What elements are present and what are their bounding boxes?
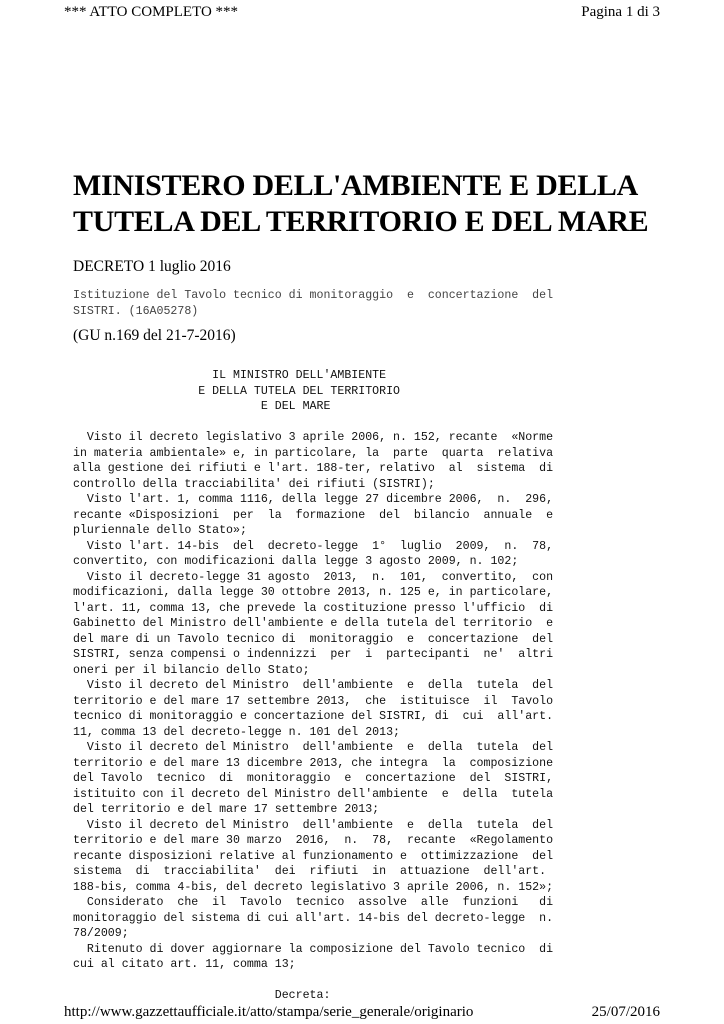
source-url: http://www.gazzettaufficiale.it/atto/stampa/serie_generale/originario	[64, 1004, 474, 1020]
decree-body-text: IL MINISTRO DELL'AMBIENTE E DELLA TUTELA DEL TERRITORIO E DEL MARE Visto il decreto legislativo 3 aprile 2006, n. 152, recante «Norme in materia ambientale» e, in particolare, la parte quarta relativa alla gestione dei rifiuti e l'art. 188-ter, relativo al sistema di controllo della tracciabilita' dei rifiuti (SISTRI); Visto l'art. 1, comma 1116, della legge 27 dicembre 2006, n. 296, recante «Disposizioni per la formazione del bilancio annuale e pluriennale dello Stato»; Visto l'art. 14-bis del decreto-legge 1° luglio 2009, n. 78, convertito, con modificazioni dalla legge 3 agosto 2009, n. 102; Visto il decreto-legge 31 agosto 2013, n. 101, convertito, con modificazioni, dalla legge 30 ottobre 2013, n. 125 e, in particolare, l'art. 11, comma 13, che prevede la costituzione presso l'ufficio di Gabinetto del Ministro dell'ambiente e della tutela del territorio e del mare di un Tavolo tecnico di monitoraggio e concertazione del SISTRI, senza compensi o indennizzi per i partecipanti ne' altri oneri per il bilancio dello Stato; Visto il decreto del Ministro dell'ambiente e della tutela del territorio e del mare 17 settembre 2013, che istituisce il Tavolo tecnico di monitoraggio e concertazione del SISTRI, di cui all'art. 11, comma 13 del decreto-legge n. 101 del 2013; Visto il decreto del Ministro dell'ambiente e della tutela del territorio e del mare 13 dicembre 2013, che integra la composizione del Tavolo tecnico di monitoraggio e concertazione del SISTRI, istituito con il decreto del Ministro dell'ambiente e della tutela del territorio e del mare 17 settembre 2013; Visto il decreto del Ministro dell'ambiente e della tutela del territorio e del mare 30 marzo 2016, n. 78, recante «Regolamento recante disposizioni relative al funzionamento e ottimizzazione del sistema di tracciabilita' dei rifiuti in attuazione dell'art. 188-bis, comma 4-bis, del decreto legislativo 3 aprile 2006, n. 152»; Considerato che il Tavolo tecnico assolve alle funzioni di monitoraggio del sistema di cui all'art. 14-bis del decreto-legge n. 78/2009; Ritenuto di dover aggiornare la composizione del Tavolo tecnico di cui al citato art. 11, comma 13; Decreta:	[73, 369, 554, 1002]
decree-title: DECRETO 1 luglio 2016	[73, 258, 231, 275]
gazette-reference: (GU n.169 del 21-7-2016)	[73, 327, 236, 344]
page-number: Pagina 1 di 3	[581, 4, 660, 20]
ministry-title: MINISTERO DELL'AMBIENTE E DELLA TUTELA DEL TERRITORIO E DEL MARE	[73, 169, 649, 238]
header-status-label: *** ATTO COMPLETO ***	[64, 4, 239, 20]
print-date: 25/07/2016	[591, 1004, 660, 1020]
decree-summary: Istituzione del Tavolo tecnico di monitoraggio e concertazione del SISTRI. (16A05278)	[73, 289, 554, 318]
